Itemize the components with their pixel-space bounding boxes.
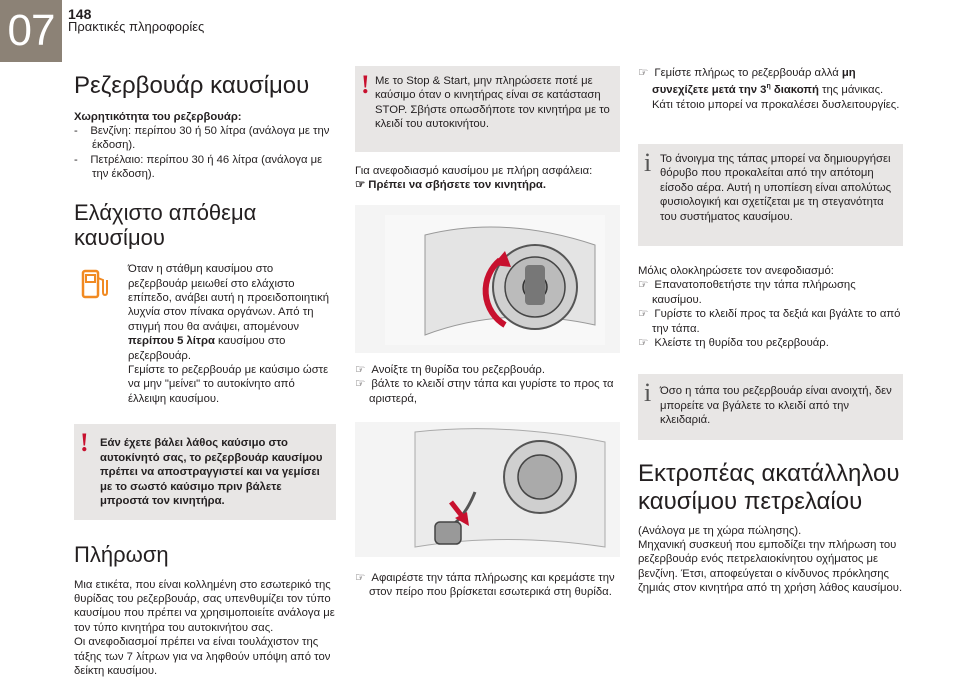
list-item: ☞ Κλείστε τη θυρίδα του ρεζερβουάρ.: [638, 337, 829, 350]
info-box-cap-noise: [638, 144, 903, 246]
warning-text: Εάν έχετε βάλει λάθος καύσιμο στο αυτοκίνητό σας, το ρεζερβουάρ καυσίμου πρέπει να αποστραγγιστεί και να γεμίσει με το σωστό καύσιμο πριν βάλετε μπροστά τον κινητήρα.: [100, 437, 323, 507]
info-icon: i: [644, 147, 652, 177]
warning-box-wrong-fuel: [74, 424, 336, 520]
list-item: ☞ Ανοίξτε τη θυρίδα του ρεζερβουάρ.: [355, 363, 545, 376]
min-fuel-text: Όταν η στάθμη καυσίμου στο ρεζερβουάρ μειωθεί στο ελάχιστο επίπεδο, ανάβει αυτή η προειδοποιητική λυχνία στον πίνακα οργάνων. Από τη στιγμή που θα ανάψει, απομένουν περίπου 5 λίτρα καυσίμου στο ρεζερβουάρ.: [128, 263, 329, 362]
warning-box-stop-start: [355, 66, 620, 152]
steps-list-a: [355, 363, 620, 406]
section-title-fuel-tank: Ρεζερβουάρ καυσίμου: [74, 72, 310, 99]
after-refuel-list: [638, 278, 903, 350]
info-text: Όσο η τάπα του ρεζερβουάρ είναι ανοιχτή, δεν μπορείτε να βγάλετε το κλειδί από την κλειδαριά.: [660, 385, 892, 427]
section-title-misfuel: Εκτροπέας ακατάλληλου καυσίμου πετρελαίου: [638, 460, 900, 516]
list-item: ☞ βάλτε το κλειδί στην τάπα και γυρίστε το προς τα αριστερά,: [355, 378, 614, 405]
list-item: - Πετρέλαιο: περίπου 30 ή 46 λίτρα (ανάλογα με την έκδοση).: [74, 153, 323, 181]
illustration-remove-cap: [355, 422, 620, 557]
filling-min-amount-text: Οι ανεφοδιασμοί πρέπει να είναι τουλάχιστον της τάξης των 7 λίτρων για να ληφθούν υπόψη από τον δείκτη καυσίμου.: [74, 636, 331, 678]
section-title-filling: Πλήρωση: [74, 542, 169, 568]
list-item: ☞ Επανατοποθετήστε την τάπα πλήρωσης καυσίμου.: [638, 279, 856, 306]
capacity-heading: Χωρητικότητα του ρεζερβουάρ:: [74, 110, 242, 123]
exclamation-icon: !: [80, 428, 89, 458]
misfuel-subtitle: (Ανάλογα με τη χώρα πώλησης).: [638, 524, 802, 537]
capacity-list: [74, 124, 336, 182]
filling-label-text: Μια ετικέτα, που είναι κολλημένη στο εσωτερικό της θυρίδας του ρεζερβουάρ, σας υπενθυμίζει τον τύπο καυσίμου που πρέπει να χρησιμοποιείτε ανάλογα με τον τύπο κινητήρα του αυτοκινήτου σας.: [74, 578, 335, 634]
column-left: [74, 60, 336, 678]
steps-list-b: [355, 571, 620, 600]
column-right: [638, 66, 903, 596]
info-icon: i: [644, 378, 652, 408]
min-fuel-advice: Γεμίστε το ρεζερβουάρ με καύσιμο ώστε να μην "μείνει" το αυτοκίνητο από έλλειψη καυσίμου.: [128, 364, 329, 405]
list-item: ☞ Αφαιρέστε την τάπα πλήρωσης και κρεμάστε την στον πείρο που βρίσκεται εσωτερικά στη θυρίδα.: [355, 572, 615, 599]
safety-list: [355, 178, 620, 192]
list-item: ☞ Πρέπει να σβήσετε τον κινητήρα.: [355, 179, 547, 192]
misfuel-text: Μηχανική συσκευή που εμποδίζει την πλήρωση του ρεζερβουάρ ενός πετρελαιοκίνητου οχήματος με βενζίνη. Έτσι, αποφεύγεται ο κίνδυνος πρόκλησης ζημιάς στον κινητήρα από τη χρήση λάθος καυσίμου.: [638, 539, 903, 595]
list-item: - Βενζίνη: περίπου 30 ή 50 λίτρα (ανάλογα με την έκδοση).: [74, 125, 330, 152]
section-title-min-fuel: Ελάχιστο απόθεμα καυσίμου: [74, 199, 257, 250]
after-refuel-intro: Μόλις ολοκληρώσετε τον ανεφοδιασμό:: [638, 264, 834, 277]
fuel-pump-icon: [80, 268, 110, 302]
list-item: ☞ Γεμίστε πλήρως το ρεζερβουάρ αλλά μη συνεχίζετε μετά την $3^\eta$ διακοπή της μάνικας. Κάτι τέτοιο μπορεί να προκαλέσει δυσλειτουργίες.: [638, 67, 900, 111]
info-box-key: [638, 374, 903, 440]
list-item: ☞ Γυρίστε το κλειδί προς τα δεξιά και βγάλτε το από την τάπα.: [638, 308, 901, 335]
exclamation-icon: !: [361, 70, 370, 99]
chapter-number-tab: [0, 0, 62, 62]
info-text: Το άνοιγμα της τάπας μπορεί να δημιουργήσει θόρυβο που προκαλείται από την απότομη είσοδο αέρα. Αυτή η υποπίεση είναι απολύτως φυσιολογική και σχετίζεται με τη στεγανότητα του συστήματος καυσίμου.: [660, 152, 892, 223]
page-number: 148: [68, 6, 92, 22]
min-fuel-block: [74, 262, 336, 406]
safety-intro: Για ανεφοδιασμό καυσίμου με πλήρη ασφάλεια:: [355, 165, 593, 177]
fuel-cap-hanging-illustration: [355, 422, 620, 557]
illustration-open-flap: [355, 205, 620, 353]
warning-text: Με το Stop & Start, μην πληρώσετε ποτέ με καύσιμο όταν ο κινητήρας είναι σε κατάσταση STOP. Σβήστε οπωσδήποτε τον κινητήρα με το κλειδί του αυτοκινήτου.: [375, 75, 610, 131]
chapter-title: Πρακτικές πληροφορίες: [68, 19, 205, 34]
fill-step-list: [638, 66, 903, 112]
column-middle: [355, 66, 620, 600]
fuel-flap-key-illustration: [355, 205, 620, 353]
chapter-number: 07: [7, 6, 55, 55]
